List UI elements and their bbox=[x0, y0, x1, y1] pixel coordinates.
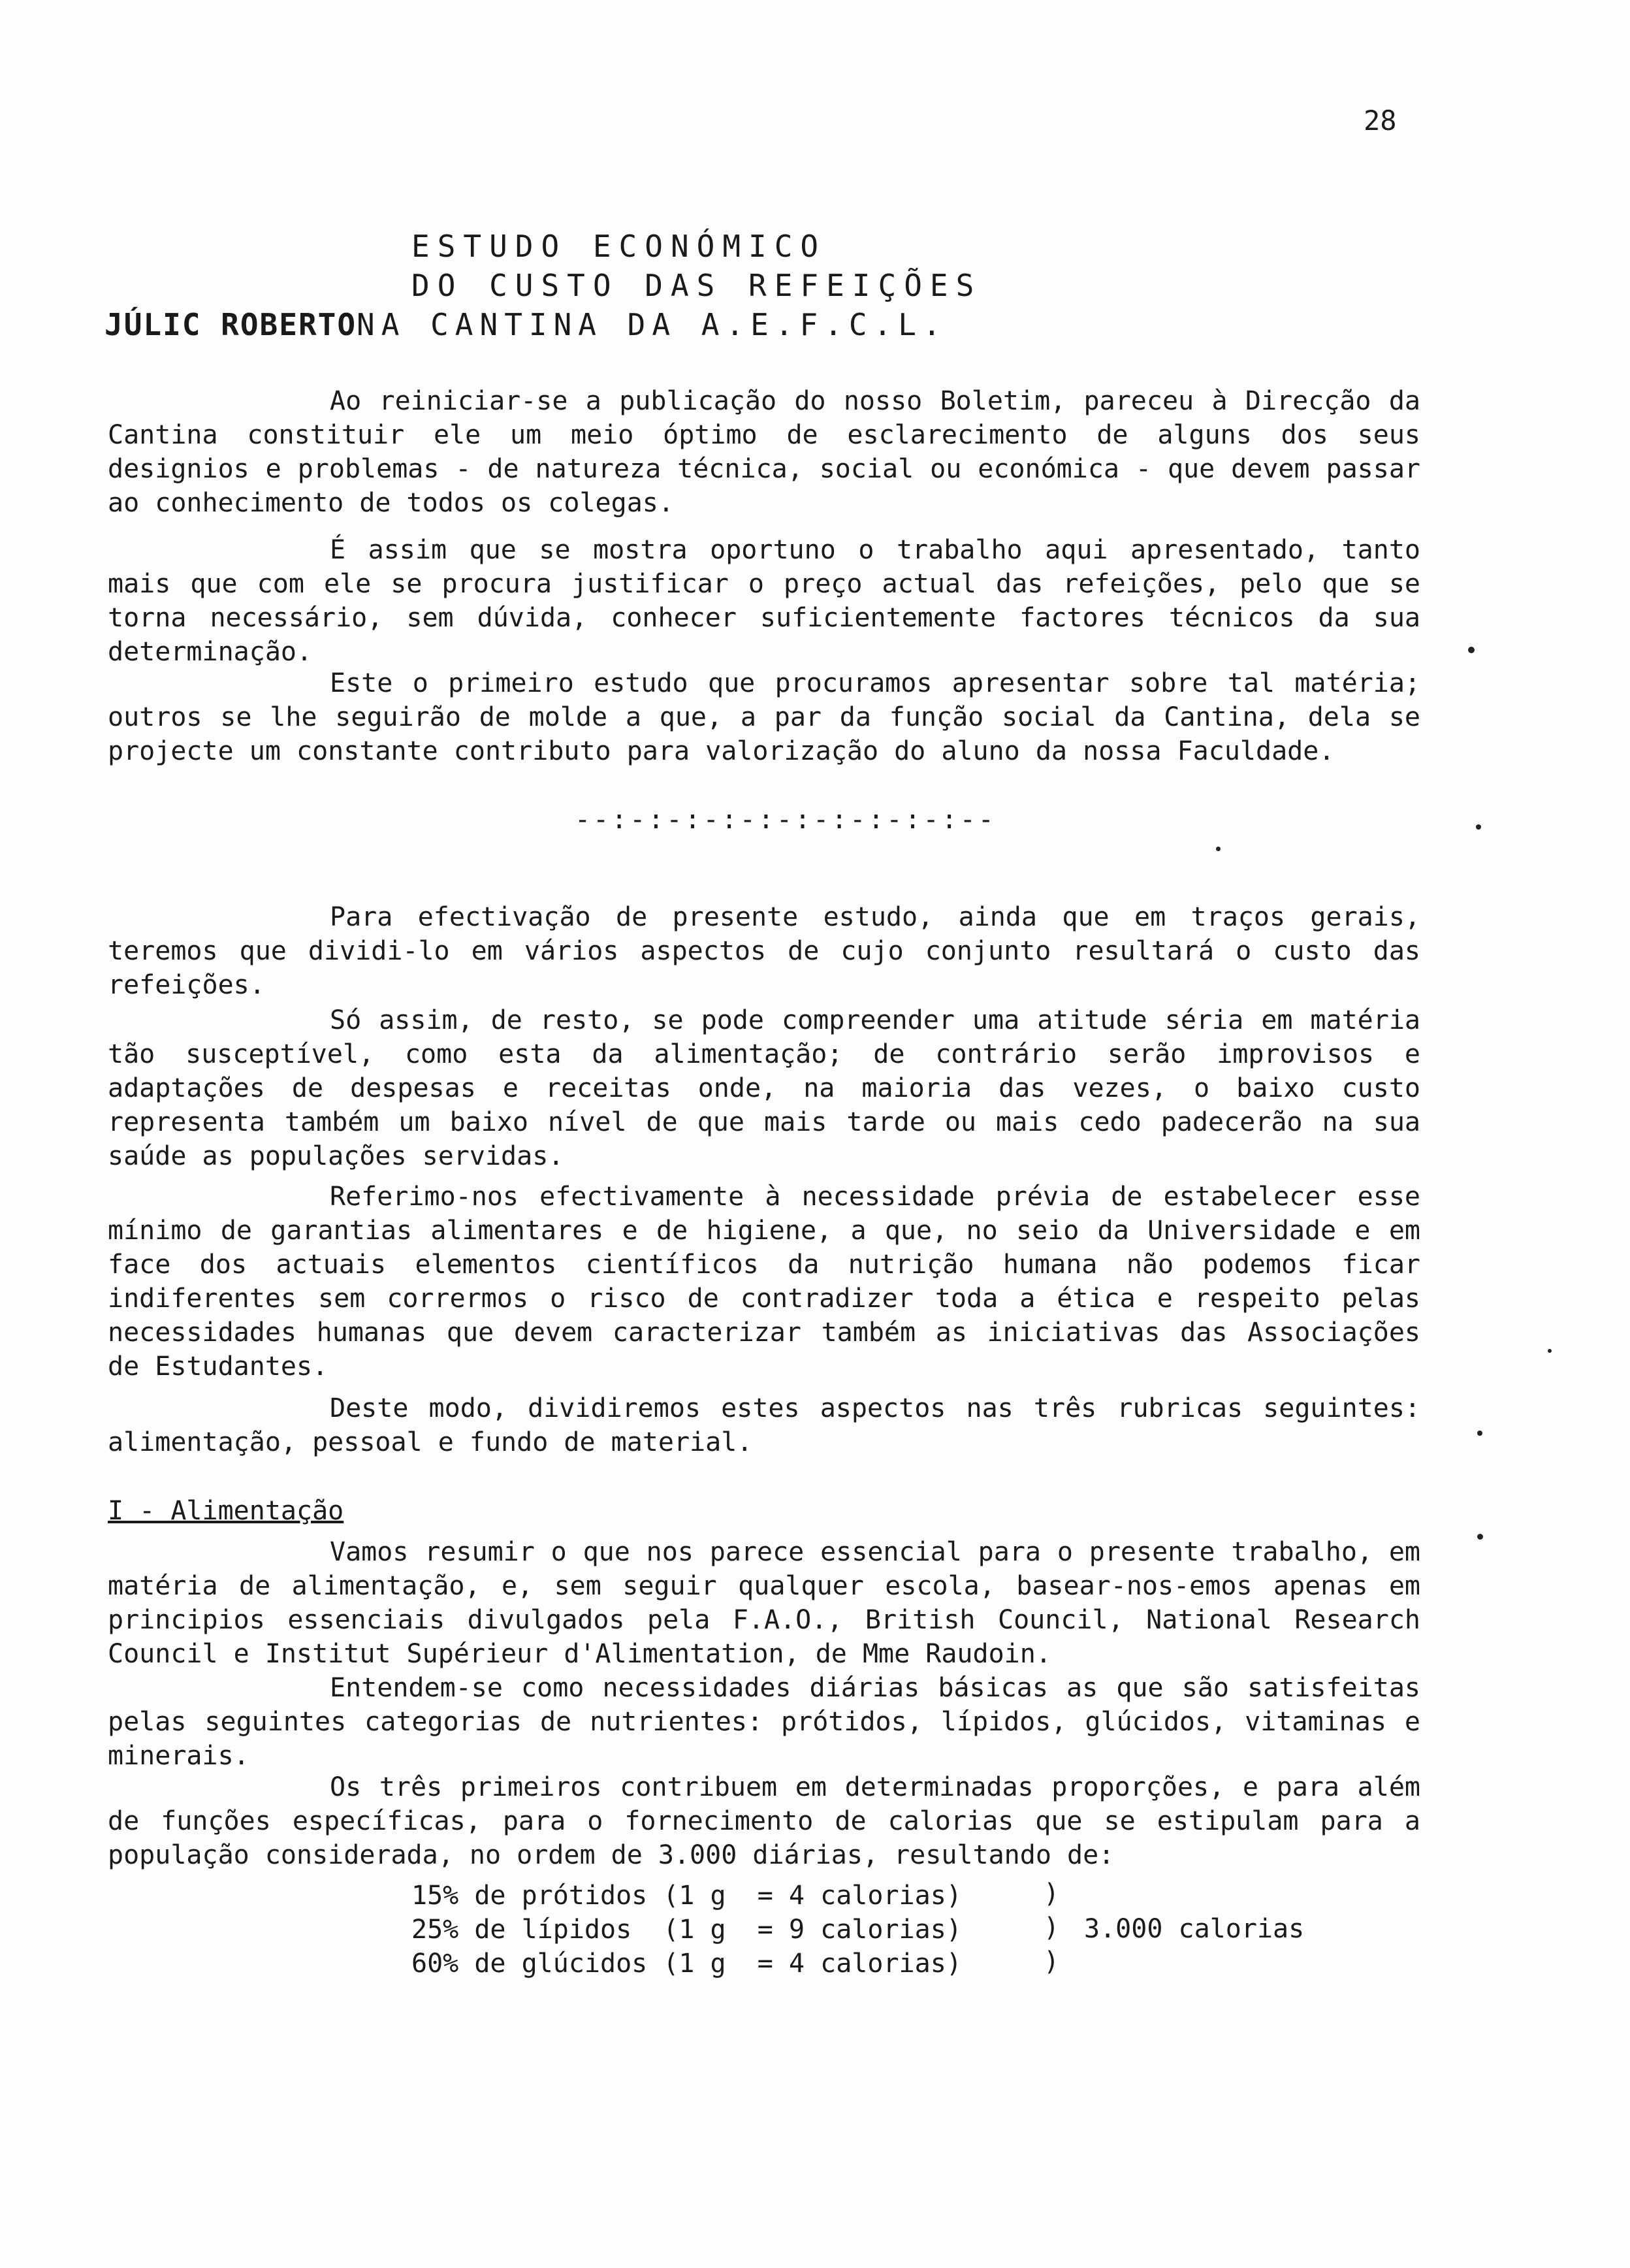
calorie-row-protein: 15% de prótidos (1 g = 4 calorias) bbox=[411, 1881, 962, 1911]
title-line-1: ESTUDO ECONÓMICO bbox=[411, 229, 827, 264]
calorie-total: 3.000 calorias bbox=[1084, 1914, 1305, 1944]
paragraph-method: Para efectivação de presente estudo, ainda que em traços gerais, teremos que dividi-lo em vários aspectos de cujo conjunto resultará o custo das refeições. bbox=[108, 902, 1420, 1000]
print-speck bbox=[1477, 1534, 1483, 1540]
print-speck bbox=[1216, 847, 1221, 851]
paragraph-rubrics: Deste modo, dividiremos estes aspectos nas três rubricas seguintes: alimentação, pessoal e fundo de material. bbox=[108, 1393, 1420, 1457]
bracket-mark: ) bbox=[1044, 1879, 1060, 1909]
title-line-3 bbox=[104, 307, 948, 342]
paragraph-purpose: É assim que se mostra oportuno o trabalho aqui apresentado, tanto mais que com ele se procura justificar o preço actual das refeições, pelo que se torna necessário, sem dúvida, conhecer suficientemente factores técnicos da sua determinação. bbox=[108, 535, 1420, 667]
print-speck bbox=[1548, 1349, 1552, 1353]
section-separator: --:-:-:-:-:-:-:-:-:-:-- bbox=[575, 805, 997, 835]
page-number: 28 bbox=[1364, 105, 1397, 137]
paragraph-intro: Ao reiniciar-se a publicação do nosso Boletim, pareceu à Direcção da Cantina constituir ele um meio óptimo de esclarecimento de alguns dos seus designios e problemas - de natureza técnica, social ou económica - que devem passar ao conhecimento de todos os colegas. bbox=[108, 386, 1420, 518]
print-speck bbox=[1477, 1431, 1482, 1436]
print-speck bbox=[1468, 647, 1475, 653]
bracket-mark: ) bbox=[1044, 1913, 1060, 1943]
paragraph-nutrients: Entendem-se como necessidades diárias básicas as que são satisfeitas pelas seguintes categorias de nutrientes: prótidos, lípidos, glúcidos, vitaminas e minerais. bbox=[108, 1673, 1420, 1771]
print-speck bbox=[1476, 824, 1481, 830]
calorie-breakdown bbox=[411, 1879, 962, 1981]
section-heading-text: I - Alimentação bbox=[108, 1496, 344, 1526]
paragraph-calories: Os três primeiros contribuem em determinadas proporções, e para além de funções específicas, para o fornecimento de calorias que se estipulam para a população considerada, no ordem de 3.000 diárias, resultando de: bbox=[108, 1772, 1420, 1870]
section-heading bbox=[108, 1496, 344, 1526]
paragraph-guarantees: Referimo-nos efectivamente à necessidade prévia de estabelecer esse mínimo de garantias alimentares e de higiene, a que, no seio da Universidade e em face dos actuais elementos científicos da nutrição humana não podemos ficar indiferentes sem corrermos o risco de contradizer toda a ética e respeito pelas necessidades humanas que devem caracterizar também as iniciativas das Associações de Estudantes. bbox=[108, 1182, 1420, 1382]
paragraph-summary: Vamos resumir o que nos parece essencial para o presente trabalho, em matéria de alimentação, e, sem seguir qualquer escola, basear-nos-emos apenas em principios essenciais divulgados pela F.A.O., British Council, National Research Council e Institut Supérieur d'Alimentation, de Mme Raudoin. bbox=[108, 1537, 1420, 1669]
title-line-3-text: NA CANTINA DA A.E.F.C.L. bbox=[357, 307, 948, 342]
bracket-mark: ) bbox=[1044, 1947, 1060, 1977]
paragraph-first-study: Este o primeiro estudo que procuramos apresentar sobre tal matéria; outros se lhe seguirão de molde a que, a par da função social da Cantina, dela se projecte um constante contributo para valorização do aluno da nossa Faculdade. bbox=[108, 668, 1420, 766]
title-line-2: DO CUSTO DAS REFEIÇÕES bbox=[411, 268, 982, 303]
paragraph-attitude: Só assim, de resto, se pode compreender uma atitude séria em matéria tão susceptível, como esta da alimentação; de contrário serão improvisos e adaptações de despesas e receitas onde, na maioria das vezes, o baixo custo representa também um baixo nível de que mais tarde ou mais cedo padecerão na sua saúde as populações servidas. bbox=[108, 1005, 1420, 1171]
author-name: JÚLIC ROBERTO bbox=[104, 307, 357, 342]
article-title bbox=[104, 229, 1215, 346]
calorie-row-carbs: 60% de glúcidos (1 g = 4 calorias) bbox=[411, 1949, 962, 1979]
calorie-row-lipids: 25% de lípidos (1 g = 9 calorias) bbox=[411, 1915, 962, 1945]
